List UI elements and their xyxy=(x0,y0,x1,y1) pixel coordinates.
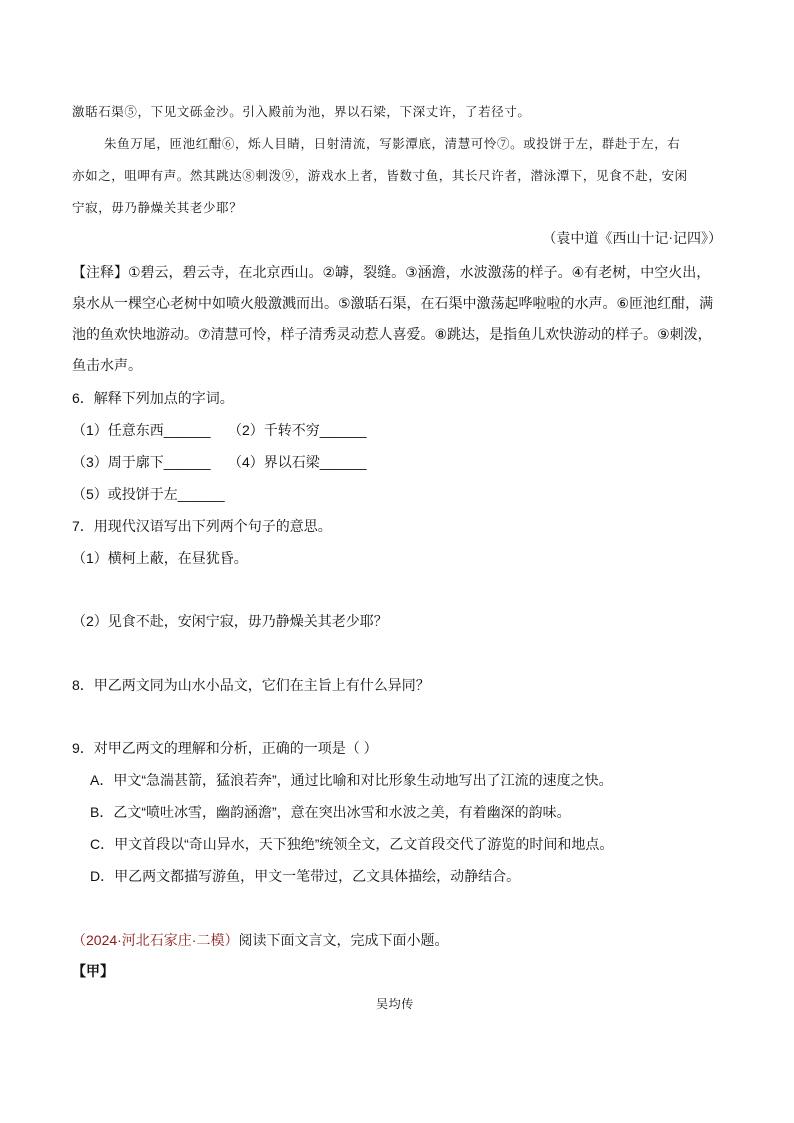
question-7-sentence-1: （1）横柯上蔽，在昼犹昏。 xyxy=(72,550,248,566)
question-6-item-4: （4）界以石梁______ xyxy=(228,454,367,470)
question-7-sentence-2: （2）见食不赴，安闲宁寂，毋乃静燥关其老少耶？ xyxy=(72,613,388,629)
part-jia-label: 【甲】 xyxy=(72,963,114,979)
passage-line-4: 宁寂，毋乃静燥关其老少耶？ xyxy=(72,200,243,215)
question-6-item-1: （1）任意东西______ xyxy=(72,422,211,438)
notes-line-3: 池的鱼欢快地游动。⑦清慧可怜，样子清秀灵动惹人喜爱。⑧跳达，是指鱼儿欢快游动的样子。⑨刺泼， xyxy=(72,326,712,342)
question-6-item-5: （5）或投饼于左______ xyxy=(72,486,225,502)
exam-source: （2024·河北石家庄·二模） xyxy=(72,932,239,948)
reading-instruction: 阅读下面文言文，完成下面小题。 xyxy=(238,932,449,948)
question-6-item-2: （2）千转不穷______ xyxy=(228,422,367,438)
passage-source: （袁中道《西山十记·记四》） xyxy=(542,232,722,247)
question-9-option-d: D．甲乙两文都描写游鱼，甲文一笔带过，乙文具体描绘，动静结合。 xyxy=(90,868,521,884)
question-9-option-b: B．乙文“喷吐冰雪，幽韵涵澹”，意在突出冰雪和水波之美，有着幽深的韵味。 xyxy=(90,804,571,820)
passage-line-2: 朱鱼万尾，匝池红酣⑥，烁人目睛，日射清流，写影潭底，清慧可怜⑦。或投饼于左，群赴于左，右 xyxy=(104,136,681,151)
passage-title: 吴均传 xyxy=(376,997,414,1011)
question-7-stem: 7．用现代汉语写出下列两个句子的意思。 xyxy=(72,518,332,534)
next-section-header xyxy=(72,930,448,950)
question-9-option-a: A．甲文“急湍甚箭，猛浪若奔”，通过比喻和对比形象生动地写出了江流的速度之快。 xyxy=(90,772,613,788)
notes-line-2: 泉水从一棵空心老树中如喷火般激溅而出。⑤激聒石渠，在石渠中激荡起哗啦啦的水声。⑥匝池红酣，满 xyxy=(72,295,714,311)
question-9-option-c: C．甲文首段以“奇山异水，天下独绝”统领全文，乙文首段交代了游览的时间和地点。 xyxy=(90,836,614,852)
notes-line-4: 鱼击水声。 xyxy=(72,357,142,373)
question-9-stem: 9．对甲乙两文的理解和分析，正确的一项是（ ） xyxy=(72,740,378,756)
question-6-item-3: （3）周于廓下______ xyxy=(72,454,211,470)
notes-line-1: 【注释】①碧云，碧云寺，在北京西山。②罅，裂缝。③涵澹，水波激荡的样子。④有老树，中空火出， xyxy=(72,264,711,280)
question-8-stem: 8．甲乙两文同为山水小品文，它们在主旨上有什么异同？ xyxy=(72,677,430,693)
passage-line-1: 激聒石渠⑤，下见文砾金沙。引入殿前为池，界以石梁，下深丈许，了若径寸。 xyxy=(72,104,531,119)
question-6-stem: 6．解释下列加点的字词。 xyxy=(72,390,234,406)
passage-line-3: 亦如之，咀呷有声。然其跳达⑧刺泼⑨，游戏水上者，皆数寸鱼，其长尺许者，潜泳潭下，见食不赴，安闲 xyxy=(72,168,688,183)
